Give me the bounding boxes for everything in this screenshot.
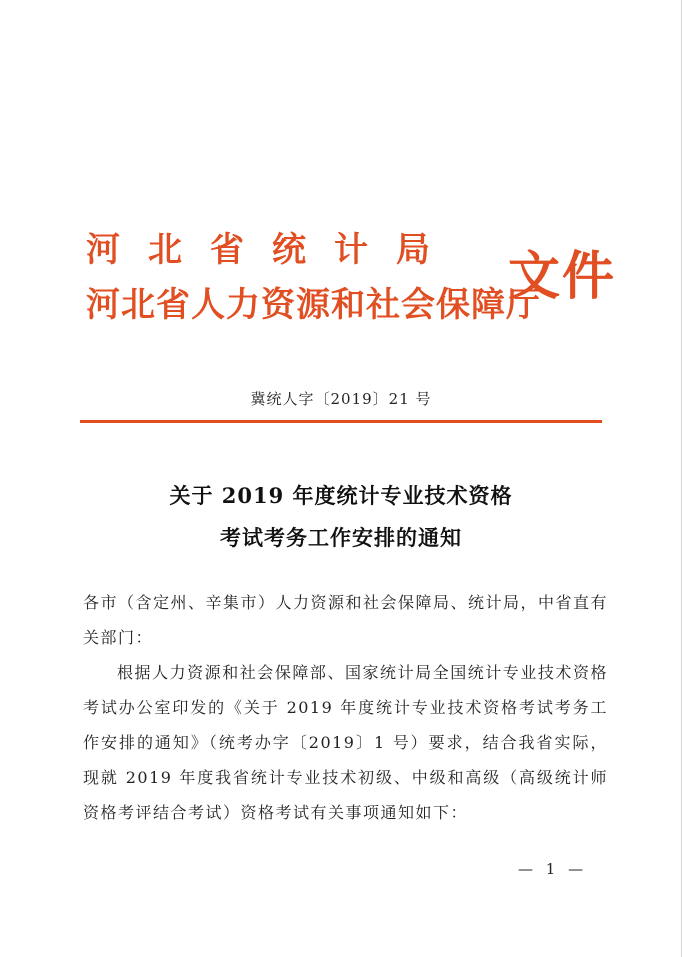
document-number: 冀统人字〔2019〕21 号 [250, 390, 432, 408]
body-paragraph: 根据人力资源和社会保障部、国家统计局全国统计专业技术资格考试办公室印发的《关于 2019 年度统计专业技术资格考试考务工作安排的通知》（统考办字〔2019〕1 号）要求，结合我省实际，现就 2019 年度我省统计专业技术初级、中级和高级（高级统计师资格考评结合考试）资格考试有关事项通知如下： [83, 663, 608, 822]
document-header-suffix: 文件 [508, 246, 617, 307]
issuing-org-statistics-bureau: 河北省统计局 [86, 230, 458, 270]
red-divider-line [80, 420, 602, 423]
addressee: 各市（含定州、辛集市）人力资源和社会保障局、统计局，中省直有关部门： [83, 593, 609, 647]
page-number: — 1 — [518, 860, 588, 878]
issuing-org-hr-social-security: 河北省人力资源和社会保障厅 [86, 285, 541, 325]
document-title-line-2: 考试考务工作安排的通知 [220, 525, 462, 550]
document-title-line-1: 关于 2019 年度统计专业技术资格 [169, 483, 513, 508]
